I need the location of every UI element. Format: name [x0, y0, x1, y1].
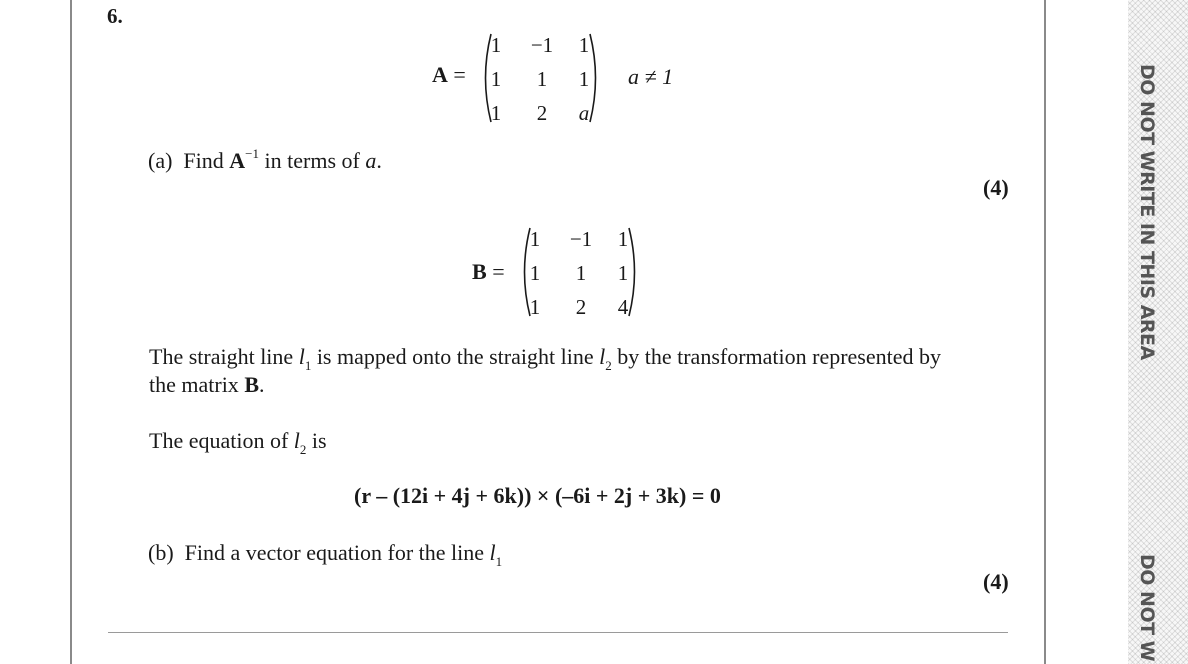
margin-warning-text-cut: DO NOT W — [1136, 554, 1158, 662]
mapping-text: . — [259, 372, 265, 397]
matrix-a-cell: −1 — [530, 33, 554, 57]
matrix-a-cell: a — [578, 101, 590, 125]
matrix-a-cell: 1 — [490, 67, 502, 91]
matrix-b-cell: −1 — [569, 227, 593, 251]
part-a-text-post: in terms of — [264, 148, 360, 173]
mapping-sentence-line2 — [149, 372, 265, 398]
part-a-text-pre: Find — [183, 148, 224, 173]
part-a-superscript: −1 — [245, 146, 260, 161]
part-a-text — [148, 146, 382, 174]
mapping-text: the matrix — [149, 372, 239, 397]
matrix-b-cell: 1 — [617, 227, 629, 251]
page-border-right — [1044, 0, 1046, 664]
line-l1-symbol: l — [298, 344, 305, 369]
matrix-b-equals: = — [492, 259, 505, 284]
margin-strip — [1128, 0, 1188, 664]
matrix-b-cell: 1 — [617, 261, 629, 285]
mapping-text: by the transformation represented by — [617, 344, 942, 369]
matrix-a-cell: 1 — [578, 33, 590, 57]
equation-intro-text: The equation of — [149, 428, 289, 453]
line-l2-symbol: l — [599, 344, 606, 369]
matrix-b-cell: 1 — [529, 295, 541, 319]
matrix-a-equals: = — [453, 62, 466, 87]
matrix-a-cell: 1 — [490, 101, 502, 125]
part-a-label: (a) — [148, 148, 173, 173]
margin-warning-text: DO NOT WRITE IN THIS AREA — [1136, 64, 1158, 360]
matrix-a-cell: 1 — [490, 33, 502, 57]
line-l2-subscript: 2 — [299, 442, 307, 457]
matrix-b-cell: 1 — [575, 261, 587, 285]
matrix-a-right-paren — [588, 33, 602, 123]
part-a-period: . — [376, 148, 382, 173]
line-l1-subscript: 1 — [495, 554, 503, 569]
line-l1-subscript: 1 — [304, 358, 312, 373]
matrix-a-label — [432, 62, 466, 88]
matrix-b-cell: 2 — [575, 295, 587, 319]
matrix-a-cell: 1 — [536, 67, 548, 91]
matrix-b-right-paren — [627, 227, 641, 317]
question-number: 6. — [107, 4, 123, 28]
page-border-left — [70, 0, 72, 664]
matrix-a-cell: 2 — [536, 101, 548, 125]
matrix-a-cell: 1 — [578, 67, 590, 91]
line-l1-symbol: l — [489, 540, 496, 565]
matrix-b-cell: 4 — [617, 295, 629, 319]
matrix-a-condition: a ≠ 1 — [628, 64, 674, 89]
part-a-var: a — [365, 148, 377, 173]
part-b-prompt: Find a vector equation for the line — [184, 540, 485, 565]
part-a-symbol: A — [229, 148, 246, 173]
mapping-text: The straight line — [149, 344, 294, 369]
answer-line — [108, 632, 1008, 633]
matrix-b-cell: 1 — [529, 227, 541, 251]
part-b-marks: (4) — [983, 569, 1009, 594]
equation-intro — [149, 428, 327, 458]
matrix-b-ref: B — [244, 372, 259, 397]
matrix-b-label — [472, 259, 505, 285]
equation-intro-text: is — [311, 428, 327, 453]
part-a-marks: (4) — [983, 175, 1009, 200]
part-b-text — [148, 540, 502, 570]
mapping-text: is mapped onto the straight line — [316, 344, 594, 369]
matrix-b-cell: 1 — [529, 261, 541, 285]
mapping-sentence-line1 — [149, 344, 941, 374]
line-l2-subscript: 2 — [605, 358, 612, 373]
part-b-label: (b) — [148, 540, 174, 565]
matrix-a-symbol: A — [432, 62, 448, 87]
line-equation: (r – (12i + 4j + 6k)) × (–6i + 2j + 3k) = 0 — [354, 483, 721, 508]
matrix-b-symbol: B — [472, 259, 487, 284]
line-l2-symbol: l — [293, 428, 300, 453]
